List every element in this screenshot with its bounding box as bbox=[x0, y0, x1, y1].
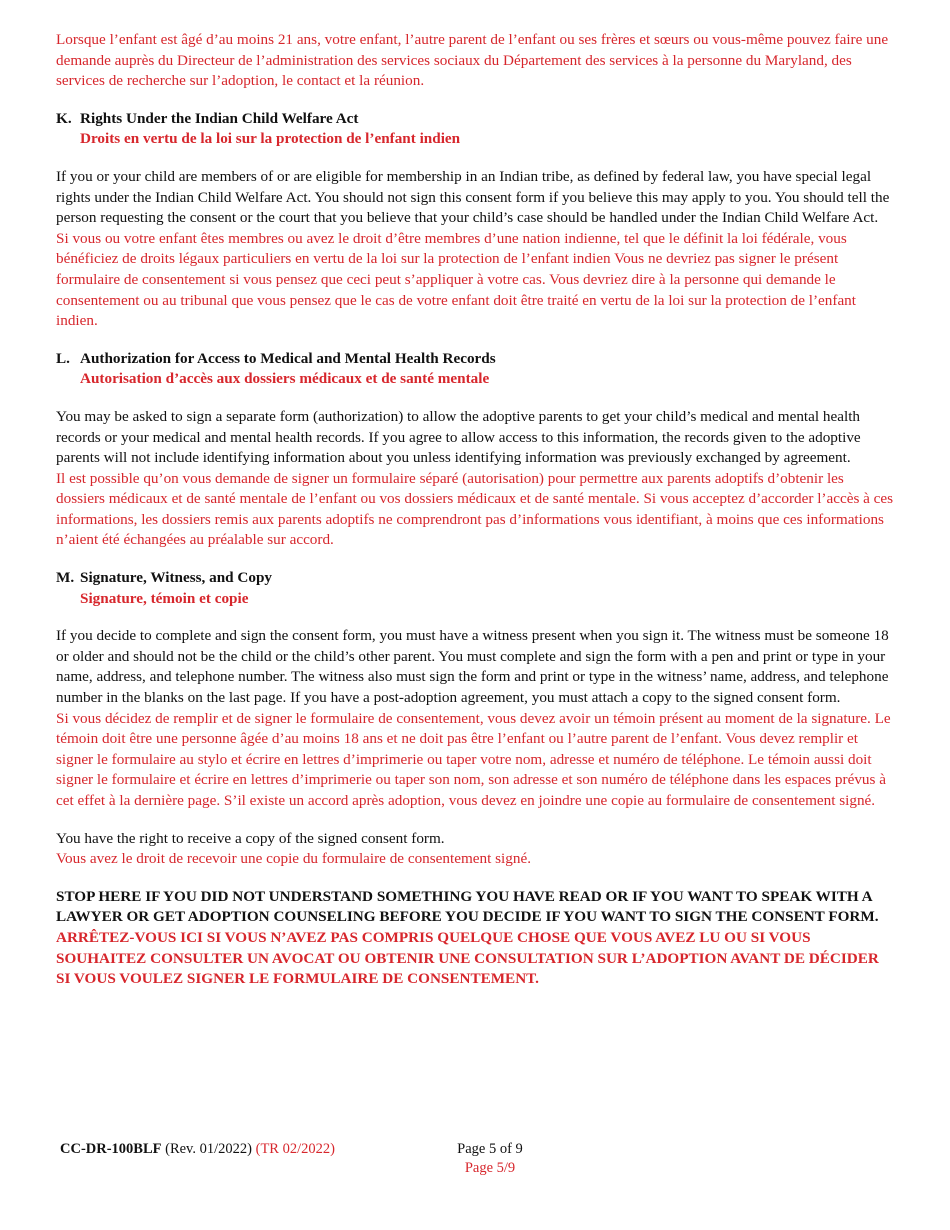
copy-right-fr: Vous avez le droit de recevoir une copie du formulaire de consentement signé. bbox=[56, 850, 532, 868]
section-m-title-en: Signature, Witness, and Copy bbox=[80, 569, 273, 587]
section-l-body-fr: Il est possible qu’on vous demande de signer un formulaire séparé (autorisation) pour permettre aux parents adoptifs d’obtenir les dossiers médicaux et de santé mentale de l’enfant ou vos dossiers médicaux et de santé mentale. Si vous acceptez d’accorder l’accès à ces informations, les dossiers remis aux parents adoptifs ne comprendront pas d’informations vous identifiant, à moins que ces informations n’aient été échangées au préalable sur accord. bbox=[56, 469, 894, 549]
document-page bbox=[56, 30, 896, 990]
section-k-body-en: If you or your child are members of or are eligible for membership in an Indian tribe, as defined by federal law, you have special legal rights under the Indian Child Welfare Act. You should not sign this consent form if you believe this may apply to you. You should tell the person requesting the consent or the court that you believe that your child’s case should be handled under the Indian Child Welfare Act. bbox=[56, 167, 890, 227]
section-m-body-en: If you decide to complete and sign the consent form, you must have a witness present when you sign it. The witness must be someone 18 or older and should not be the child or the child’s other parent. You must complete and sign the form with a pen and print or type in your name, address, and telephone number. The witness also must sign the form and print or type in the witness’ name, address, and telephone number in the blanks on the last page. If you have a post-adoption agreement, you must attach a copy to the signed consent form. bbox=[56, 627, 889, 707]
section-k-title-en: Rights Under the Indian Child Welfare Act bbox=[80, 109, 359, 127]
section-m-letter: M. bbox=[56, 569, 75, 587]
form-code: CC-DR-100BLF bbox=[60, 1141, 162, 1157]
section-k-body-fr: Si vous ou votre enfant êtes membres ou avez le droit d’être membres d’une nation indienne, tel que le définit la loi fédérale, vous bénéficiez de droits légaux particuliers en vertu de la loi sur la protection de l’enfant indien Vous ne devriez pas signer le présent formulaire de consentement si vous pensez que ceci peut s’appliquer à votre cas. Vous devriez dire à la personne qui demande le consentement ou au tribunal que vous pensez que le cas de votre enfant doit être traité en vertu de la loi sur la protection de l’enfant indien. bbox=[56, 229, 856, 330]
section-l-letter: L. bbox=[56, 349, 70, 367]
section-m-title-fr: Signature, témoin et copie bbox=[80, 589, 249, 607]
stop-warning-en: STOP HERE IF YOU DID NOT UNDERSTAND SOMETHING YOU HAVE READ OR IF YOU WANT TO SPEAK WITH A LAWYER OR GET ADOPTION COUNSELING BEFORE YOU DECIDE IF YOU WANT TO SIGN THE CONSENT FORM. bbox=[56, 887, 879, 926]
page-number bbox=[440, 1140, 540, 1178]
page-number-fr: Page 5/9 bbox=[464, 1160, 516, 1176]
section-l-title-en: Authorization for Access to Medical and Mental Health Records bbox=[80, 349, 496, 367]
form-revision: (Rev. 01/2022) bbox=[165, 1141, 252, 1157]
translation-revision: (TR 02/2022) bbox=[255, 1141, 335, 1157]
section-m-heading bbox=[56, 568, 896, 589]
stop-warning-fr: ARRÊTEZ-VOUS ICI SI VOUS N’AVEZ PAS COMPRIS QUELQUE CHOSE QUE VOUS AVEZ LU OU SI VOUS SOUHAITEZ CONSULTER UN AVOCAT OU OBTENIR UNE CONSULTATION SUR L’ADOPTION AVANT DE DÉCIDER SI VOUS VOULEZ SIGNER LE FORMULAIRE DE CONSENTEMENT. bbox=[56, 928, 879, 988]
section-k-heading bbox=[56, 109, 896, 130]
section-l-title-fr: Autorisation d’accès aux dossiers médicaux et de santé mentale bbox=[80, 370, 490, 388]
section-k-letter: K. bbox=[56, 109, 72, 127]
section-k-title-fr: Droits en vertu de la loi sur la protection de l’enfant indien bbox=[80, 130, 461, 148]
form-identifier bbox=[60, 1140, 335, 1159]
intro-paragraph-fr: Lorsque l’enfant est âgé d’au moins 21 ans, votre enfant, l’autre parent de l’enfant ou ses frères et sœurs ou vous-même pouvez faire une demande auprès du Directeur de l’administration des services sociaux du Département des services à la personne du Maryland, des services de recherche sur l’adoption, le contact et la réunion. bbox=[56, 31, 889, 90]
section-l-body-en: You may be asked to sign a separate form (authorization) to allow the adoptive parents to get your child’s medical and mental health records or your medical and mental health records. If you agree to allow access to this information, the records given to the adoptive parents will not include identifying information about you unless identifying information was previously exchanged by agreement. bbox=[56, 407, 861, 467]
section-l-heading bbox=[56, 349, 896, 370]
copy-right-en: You have the right to receive a copy of the signed consent form. bbox=[56, 829, 445, 847]
section-m-body-fr: Si vous décidez de remplir et de signer le formulaire de consentement, vous devez avoir un témoin présent au moment de la signature. Le témoin doit être une personne âgée d’au moins 18 ans et ne doit pas être l’enfant ou l’autre parent de l’enfant. Vous devez remplir et signer le formulaire au stylo et écrire en lettres d’imprimerie ou taper votre nom, adresse et numéro de téléphone. Le témoin aussi doit signer le formulaire et écrire en lettres d’imprimerie ou taper son nom, son adresse et son numéro de téléphone dans les espaces prévus à cet effet à la dernière page. S’il existe un accord après adoption, vous devez en joindre une copie au formulaire de consentement signé. bbox=[56, 709, 891, 809]
page-number-en: Page 5 of 9 bbox=[457, 1141, 523, 1157]
